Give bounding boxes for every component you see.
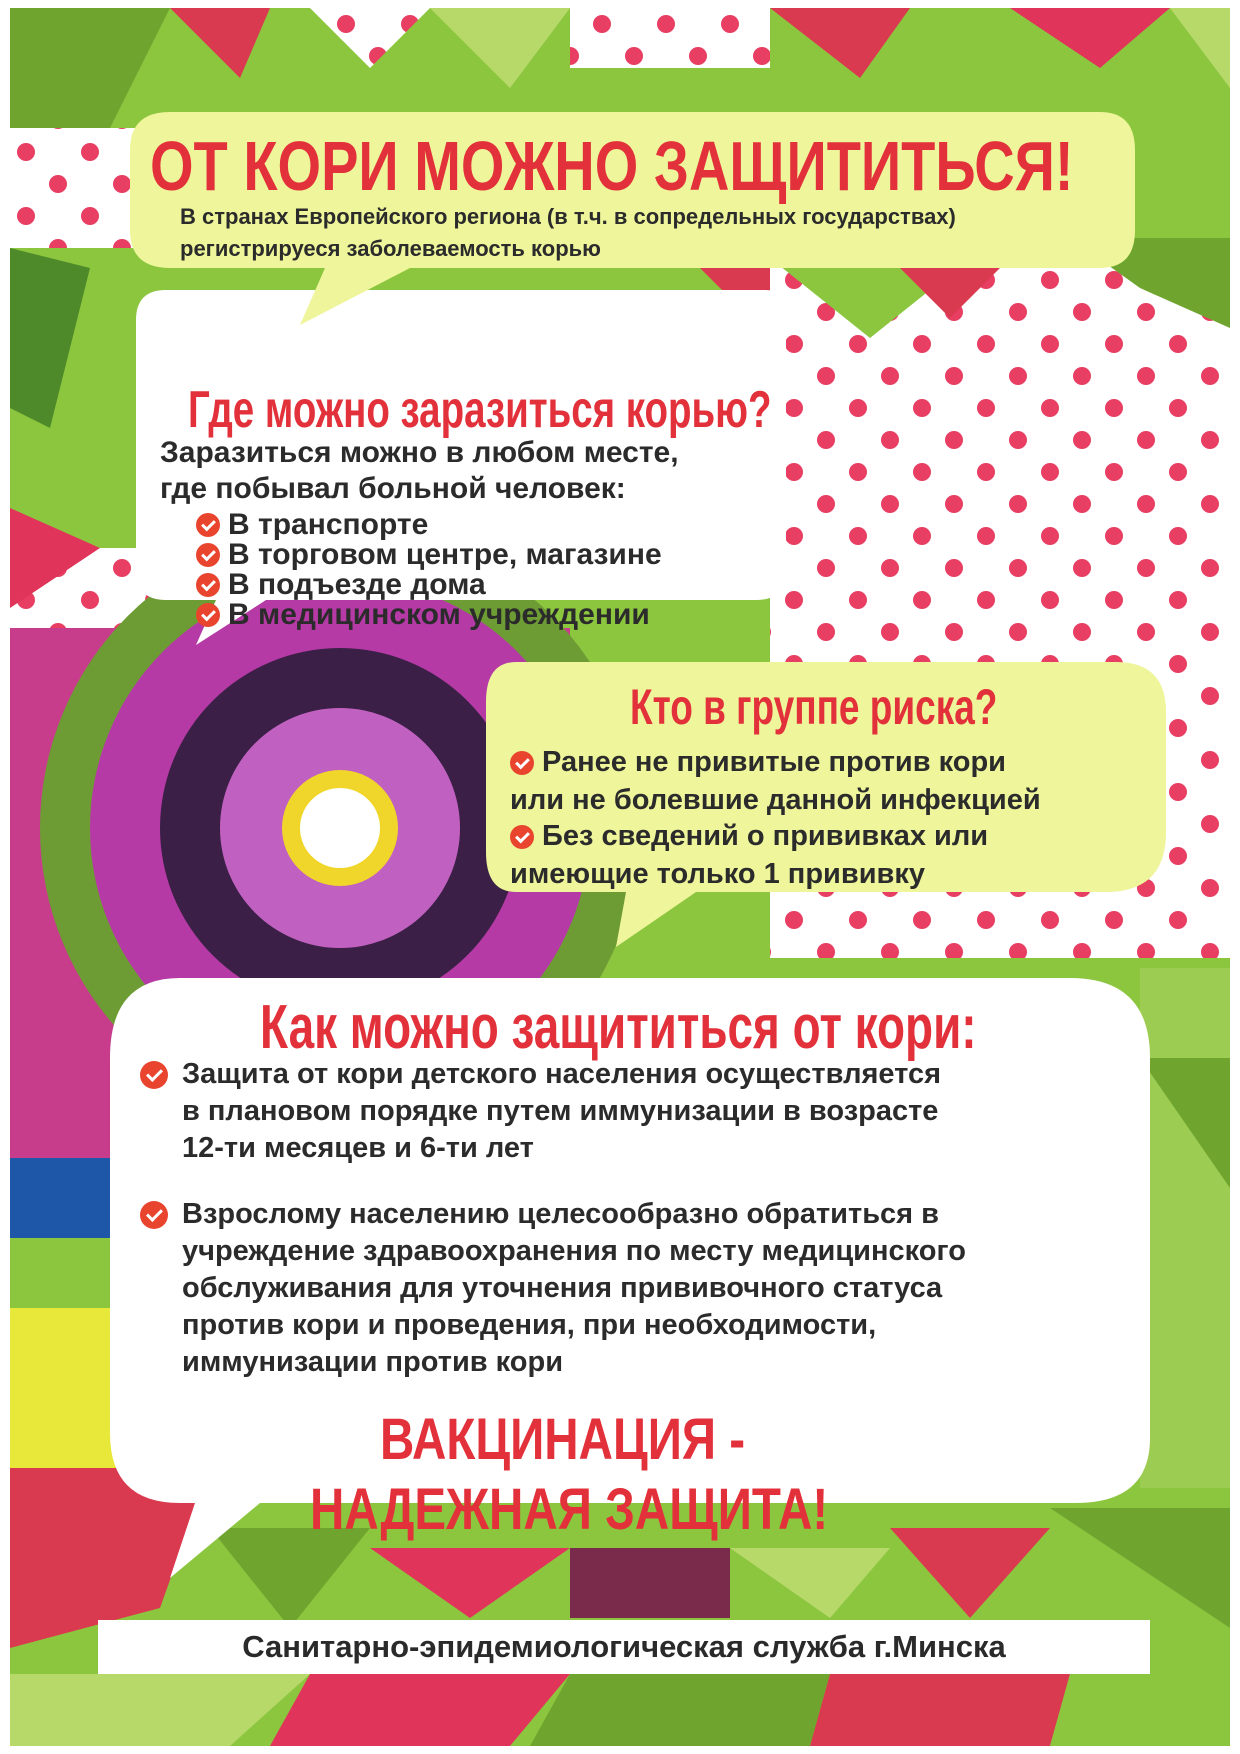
list-item-text: В медицинском учреждении [228,598,650,631]
list-item-text: В торговом центре, магазине [228,538,662,571]
risk-item1-line1: Ранее не привитые против кори [542,746,1007,778]
protect-p2-line4: против кори и проведения, при необходимости, [182,1309,877,1341]
hero-subtitle-line2: регистрируеся заболеваемость корью [180,236,601,261]
protect-p2-line2: учреждение здравоохранения по месту медицинского [182,1235,966,1267]
list-item [196,540,662,570]
list-item-text: В транспорте [228,508,429,541]
protect-heading: Как можно защититься от кори: [260,993,977,1062]
check-icon [196,543,220,567]
check-icon [140,1061,168,1089]
check-icon [140,1201,168,1229]
risk-item1 [510,746,1006,779]
protect-p2-line1: Взрослому населению целесообразно обратиться в [182,1198,939,1230]
hero-subtitle-line1: В странах Европейского региона (в т.ч. в сопредельных государствах) [180,204,956,229]
protect-p1-line3: 12-ти месяцев и 6-ти лет [182,1132,534,1164]
where-intro-line1: Заразиться можно в любом месте, [160,436,679,469]
hero-title: ОТ КОРИ МОЖНО ЗАЩИТИТЬСЯ! [150,127,1074,205]
where-intro-line2: где побывал больной человек: [160,472,626,505]
protect-p1 [140,1056,941,1167]
protect-p2-line5: иммунизации против кори [182,1346,564,1378]
list-item [196,510,662,540]
risk-item2-line1: Без сведений о прививках или [542,820,989,852]
list-item [196,570,662,600]
risk-item2-line2: имеющие только 1 прививку [510,858,925,890]
check-icon [196,603,220,627]
protect-p2-line3: обслуживания для уточнения прививочного статуса [182,1272,943,1304]
check-icon [510,825,534,849]
risk-item1-line2: или не болевшие данной инфекцией [510,784,1041,816]
check-icon [196,513,220,537]
check-icon [196,573,220,597]
risk-item2 [510,820,988,853]
poster [10,8,1230,1746]
protect-p2 [140,1196,966,1381]
list-item-text: В подъезде дома [228,568,486,601]
slogan-line1: ВАКЦИНАЦИЯ - [380,1407,746,1472]
slogan-line2: НАДЕЖНАЯ ЗАЩИТА! [310,1477,829,1542]
footer-text: Санитарно-эпидемиологическая служба г.Минска [242,1629,1006,1664]
where-heading: Где можно заразиться корью? [188,381,772,439]
check-icon [510,751,534,775]
protect-p1-line1: Защита от кори детского населения осуществляется [182,1058,942,1090]
risk-heading: Кто в группе риска? [630,679,998,735]
protect-p1-line2: в плановом порядке путем иммунизации в возрасте [182,1095,939,1127]
footer-banner [98,1620,1150,1674]
list-item [196,600,662,630]
where-list [196,510,662,630]
